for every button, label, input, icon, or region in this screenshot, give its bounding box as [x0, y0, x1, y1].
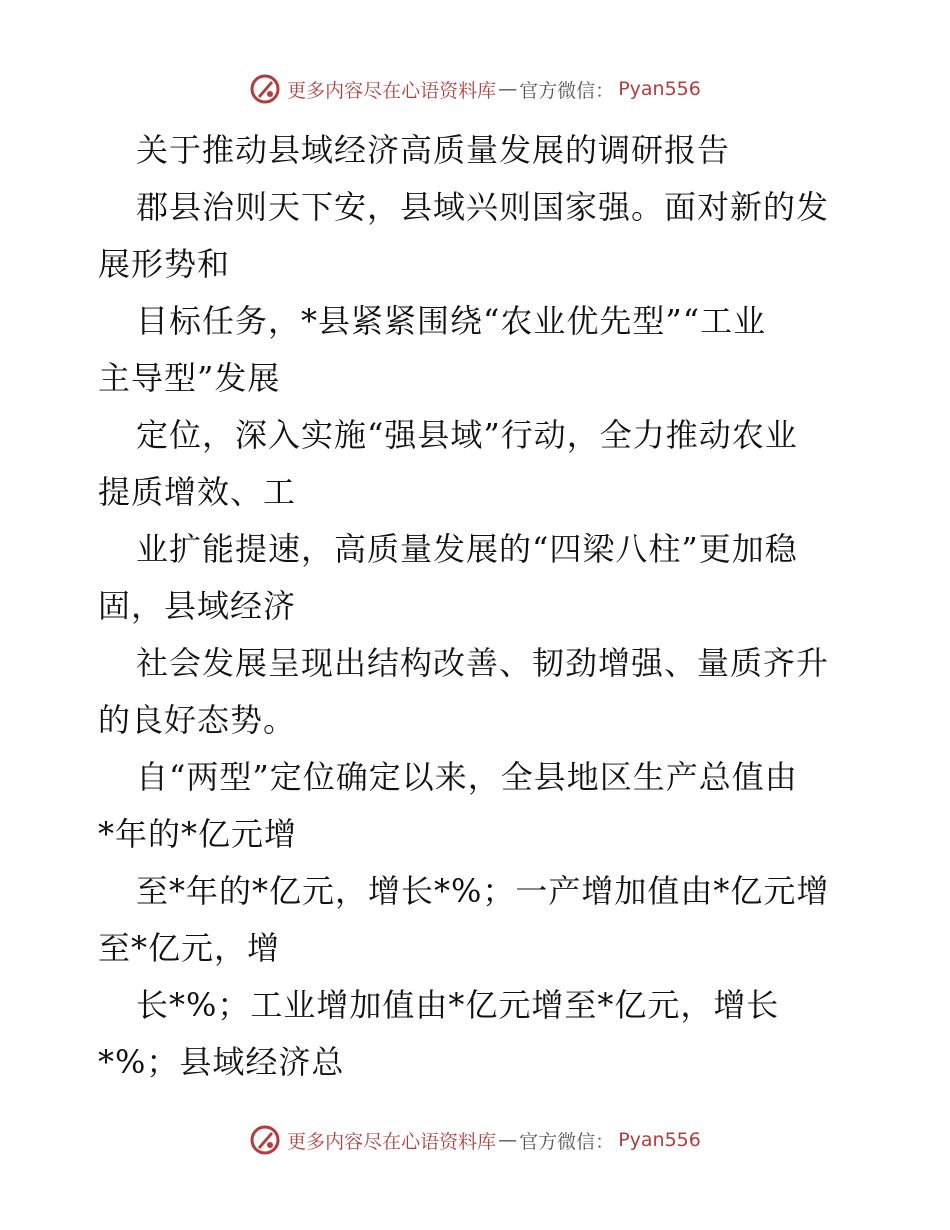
paragraph-line: 自“两型”定位确定以来，全县地区生产总值由: [136, 758, 798, 796]
watermark-label: 官方微信：: [519, 1130, 615, 1153]
paragraph-line: *年的*亿元增: [98, 815, 298, 853]
paragraph-line: 至*亿元，增: [98, 929, 281, 967]
paragraph-line: 提质增效、工: [98, 473, 297, 511]
watermark-brand: 更多内容尽在心语资料库: [287, 79, 497, 102]
paragraph-line: *%；县域经济总: [98, 1043, 345, 1081]
paragraph-line: 长*%；工业增加值由*亿元增至*亿元，增长: [136, 986, 780, 1024]
watermark-label: 官方微信：: [519, 79, 615, 102]
paragraph-line: 主导型”发展: [98, 359, 281, 397]
watermark-handle: Pyan556: [618, 1129, 701, 1151]
watermark-separator: —: [498, 78, 518, 100]
quill-seal-icon: [249, 1124, 281, 1156]
paragraph-line: 的良好态势。: [98, 701, 297, 739]
footer-watermark: [0, 1123, 950, 1157]
document-title: 关于推动县域经济高质量发展的调研报告: [136, 131, 731, 169]
paragraph-line: 社会发展呈现出结构改善、韧劲增强、量质齐升: [136, 644, 830, 682]
watermark-handle: Pyan556: [618, 78, 701, 100]
watermark-separator: —: [498, 1129, 518, 1151]
document-body: [98, 122, 858, 1091]
paragraph-line: 郡县治则天下安，县域兴则国家强。面对新的发: [136, 188, 830, 226]
paragraph-line: 展形势和: [98, 245, 231, 283]
paragraph-line: 固，县域经济: [98, 587, 297, 625]
paragraph-line: 业扩能提速，高质量发展的“四梁八柱”更加稳: [136, 530, 798, 568]
paragraph-line: 目标任务，*县紧紧围绕“农业优先型”“工业: [136, 302, 767, 340]
quill-seal-icon: [249, 73, 281, 105]
paragraph-line: 定位，深入实施“强县域”行动，全力推动农业: [136, 416, 798, 454]
header-watermark: [0, 72, 950, 106]
paragraph-line: 至*年的*亿元，增长*%；一产增加值由*亿元增: [136, 872, 830, 910]
watermark-brand: 更多内容尽在心语资料库: [287, 1130, 497, 1153]
